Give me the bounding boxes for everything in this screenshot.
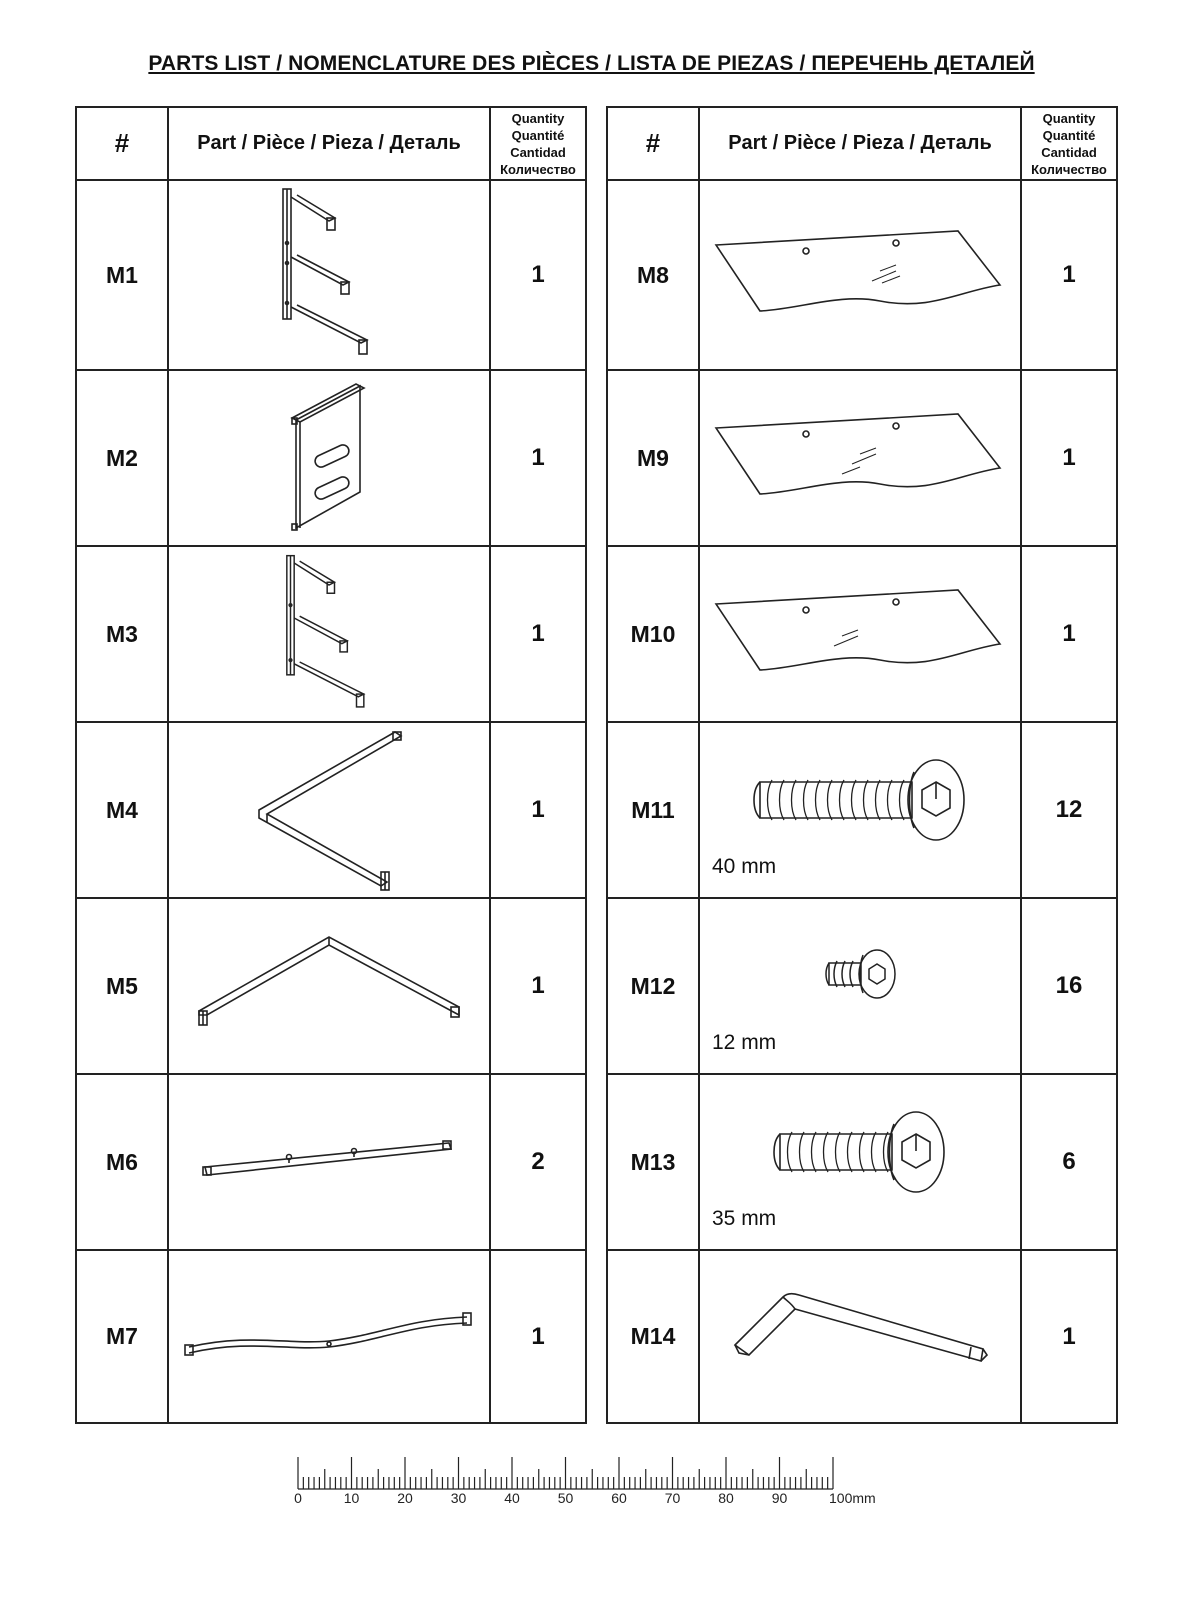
part-quantity: 2 <box>490 1074 586 1250</box>
glass-shelf-icon <box>710 225 1010 325</box>
part-id: M7 <box>76 1250 168 1423</box>
part-id: M3 <box>76 546 168 722</box>
parts-table-left <box>75 106 587 1424</box>
back-panel-icon <box>284 378 374 538</box>
part-id: M13 <box>607 1074 699 1250</box>
ruler-label: 60 <box>611 1490 627 1505</box>
measurement-ruler <box>290 1455 890 1505</box>
straight-rail-icon <box>199 1137 459 1187</box>
part-quantity: 1 <box>490 180 586 370</box>
table-header-row <box>607 107 1117 180</box>
part-picture <box>699 1250 1021 1423</box>
header-part: Part / Pièce / Pieza / Деталь <box>168 107 490 180</box>
table-row <box>607 546 1117 722</box>
part-picture <box>168 370 490 546</box>
part-picture <box>168 1250 490 1423</box>
header-quantity-en: Quantity <box>511 110 565 126</box>
part-id: M6 <box>76 1074 168 1250</box>
header-number: # <box>607 107 699 180</box>
l-bar-icon <box>249 726 409 894</box>
part-quantity: 1 <box>490 370 586 546</box>
part-id: M14 <box>607 1250 699 1423</box>
part-quantity: 1 <box>1021 546 1117 722</box>
bolt-icon <box>740 750 980 850</box>
e-frame-icon <box>269 185 389 365</box>
part-quantity: 12 <box>1021 722 1117 898</box>
table-row <box>76 180 586 370</box>
part-quantity: 1 <box>1021 1250 1117 1423</box>
part-quantity: 1 <box>490 546 586 722</box>
bolt-icon <box>760 1102 960 1202</box>
part-picture <box>699 180 1021 370</box>
allen-key-icon <box>725 1287 995 1387</box>
table-header-row <box>76 107 586 180</box>
table-row <box>607 1250 1117 1423</box>
part-picture <box>699 546 1021 722</box>
bolt-size-label: 12 mm <box>712 1031 777 1054</box>
glass-shelf-icon <box>710 584 1010 684</box>
header-quantity-es: Cantidad <box>1041 144 1097 160</box>
table-row <box>607 898 1117 1074</box>
part-quantity: 1 <box>490 1250 586 1423</box>
page-title: PARTS LIST / NOMENCLATURE DES PIÈCES / LISTA DE PIEZAS / ПЕРЕЧЕНЬ ДЕТАЛЕЙ <box>148 52 1035 75</box>
part-quantity: 1 <box>490 898 586 1074</box>
header-quantity-ru: Количество <box>1031 161 1107 177</box>
part-picture <box>699 898 1021 1074</box>
table-row <box>76 370 586 546</box>
bolt-size-label: 40 mm <box>712 855 777 878</box>
bolt-icon <box>815 939 905 1009</box>
part-picture <box>699 722 1021 898</box>
header-quantity <box>490 107 586 180</box>
ruler-label: 80 <box>718 1490 734 1505</box>
table-row <box>76 546 586 722</box>
header-quantity <box>1021 107 1117 180</box>
part-quantity: 6 <box>1021 1074 1117 1250</box>
table-row <box>76 1074 586 1250</box>
table-row <box>607 180 1117 370</box>
header-quantity-fr: Quantité <box>511 127 565 143</box>
part-id: M5 <box>76 898 168 1074</box>
part-picture <box>699 370 1021 546</box>
ruler-label: 0 <box>294 1490 302 1505</box>
header-quantity-en: Quantity <box>1042 110 1096 126</box>
ruler-label: 30 <box>450 1490 467 1505</box>
glass-shelf-icon <box>710 408 1010 508</box>
curved-rail-icon <box>179 1307 479 1367</box>
part-quantity: 1 <box>1021 370 1117 546</box>
part-picture <box>168 1074 490 1250</box>
table-row <box>607 1074 1117 1250</box>
part-picture <box>168 180 490 370</box>
header-quantity-fr: Quantité <box>1042 127 1096 143</box>
ruler-label: 90 <box>771 1490 788 1505</box>
part-picture <box>699 1074 1021 1250</box>
table-row <box>607 370 1117 546</box>
table-row <box>607 722 1117 898</box>
part-id: M4 <box>76 722 168 898</box>
e-frame-icon <box>274 552 384 717</box>
part-picture <box>168 898 490 1074</box>
table-row <box>76 898 586 1074</box>
part-id: M2 <box>76 370 168 546</box>
parts-table-right <box>606 106 1118 1424</box>
ruler-label: 50 <box>557 1490 574 1505</box>
part-id: M9 <box>607 370 699 546</box>
header-part: Part / Pièce / Pieza / Деталь <box>699 107 1021 180</box>
ruler-label: 40 <box>504 1490 520 1505</box>
part-id: M12 <box>607 898 699 1074</box>
bolt-size-label: 35 mm <box>712 1207 777 1230</box>
part-quantity: 1 <box>490 722 586 898</box>
ruler-label: 20 <box>397 1490 413 1505</box>
ruler-label: 100mm <box>829 1490 876 1505</box>
part-picture <box>168 722 490 898</box>
header-quantity-ru: Количество <box>500 161 576 177</box>
part-id: M1 <box>76 180 168 370</box>
part-id: M10 <box>607 546 699 722</box>
table-row <box>76 722 586 898</box>
part-id: M8 <box>607 180 699 370</box>
part-quantity: 16 <box>1021 898 1117 1074</box>
part-id: M11 <box>607 722 699 898</box>
header-number: # <box>76 107 168 180</box>
part-quantity: 1 <box>1021 180 1117 370</box>
ruler-label: 10 <box>343 1490 360 1505</box>
part-picture <box>168 546 490 722</box>
ruler-label: 70 <box>664 1490 681 1505</box>
table-row <box>76 1250 586 1423</box>
v-bar-icon <box>189 931 469 1041</box>
header-quantity-es: Cantidad <box>510 144 566 160</box>
